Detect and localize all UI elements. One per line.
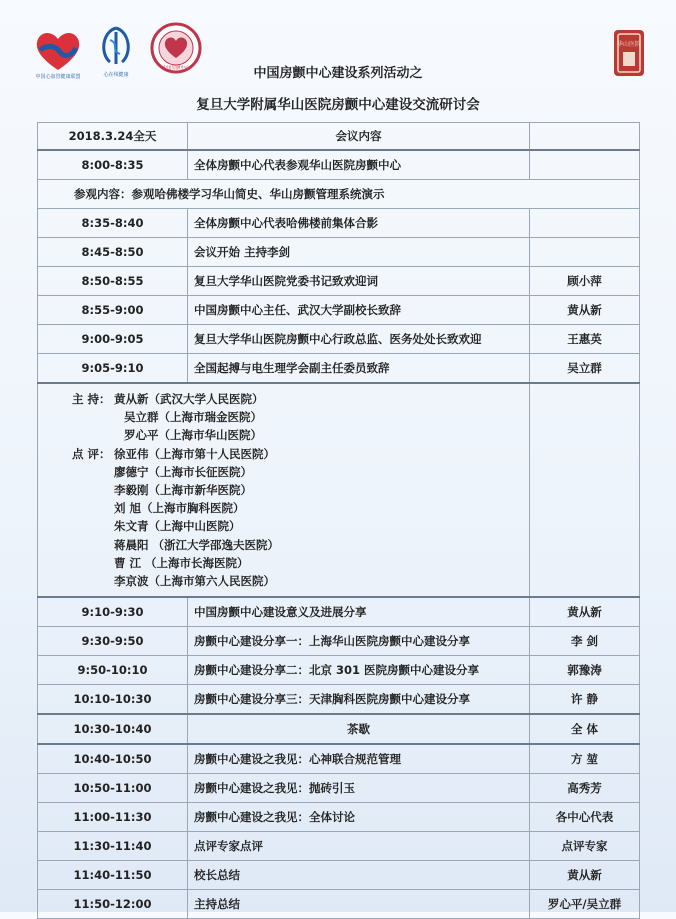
row-speaker: 各中心代表 <box>530 803 640 832</box>
row-time: 8:00-8:35 <box>38 150 188 180</box>
row-speaker: 全 体 <box>530 714 640 744</box>
row-time: 9:00-9:05 <box>38 325 188 354</box>
row-speaker: 李 剑 <box>530 627 640 656</box>
row-speaker: 点评专家 <box>530 832 640 861</box>
table-row <box>38 296 640 325</box>
table-row <box>38 209 640 238</box>
row-time: 8:45-8:50 <box>38 238 188 267</box>
reviewer-name: 徐亚伟（上海市第十人民医院） <box>114 446 275 461</box>
row-speaker: 方 堃 <box>530 744 640 774</box>
table-row <box>38 890 640 919</box>
row-content: 复旦大学华山医院房颤中心行政总监、医务处处长致欢迎 <box>188 325 530 354</box>
table-row <box>38 803 640 832</box>
table-row <box>38 627 640 656</box>
row-speaker <box>530 150 640 180</box>
row-content: 点评专家点评 <box>188 832 530 861</box>
reviewer-name: 廖德宁（上海市长征医院） <box>114 464 252 479</box>
row-time: 10:50-11:00 <box>38 774 188 803</box>
visit-note: 参观内容：参观哈佛楼学习华山简史、华山房颤管理系统演示 <box>38 180 640 209</box>
table-row <box>38 744 640 774</box>
row-time: 9:30-9:50 <box>38 627 188 656</box>
row-time: 10:10-10:30 <box>38 685 188 715</box>
row-time: 8:50-8:55 <box>38 267 188 296</box>
row-time: 11:00-11:30 <box>38 803 188 832</box>
table-row <box>38 832 640 861</box>
row-time: 9:50-10:10 <box>38 656 188 685</box>
row-content: 全体房颤中心代表哈佛楼前集体合影 <box>188 209 530 238</box>
row-speaker: 郭豫涛 <box>530 656 640 685</box>
row-time: 11:50-12:00 <box>38 890 188 919</box>
row-content: 全体房颤中心代表参观华山医院房颤中心 <box>188 150 530 180</box>
table-header-row <box>38 123 640 151</box>
row-speaker: 黄从新 <box>530 597 640 627</box>
table-row <box>38 656 640 685</box>
row-content: 主持总结 <box>188 890 530 919</box>
row-content: 茶歇 <box>188 714 530 744</box>
row-speaker: 吴立群 <box>530 354 640 384</box>
header-speaker <box>530 123 640 151</box>
tea-break-row <box>38 714 640 744</box>
table-row <box>38 685 640 715</box>
row-speaker: 高秀芳 <box>530 774 640 803</box>
logo2-caption: 心在线健康 <box>103 72 129 78</box>
logo4-caption: 华山医院 <box>616 41 642 48</box>
row-content: 中国房颤中心建设意义及进展分享 <box>188 597 530 627</box>
page-title-line2: 复旦大学附属华山医院房颤中心建设交流研讨会 <box>196 97 480 113</box>
reviewer-name: 刘 旭（上海市胸科医院） <box>114 501 245 516</box>
logo3-caption: 中国房颤中心 <box>162 66 190 71</box>
table-row <box>38 238 640 267</box>
row-speaker <box>530 238 640 267</box>
page-title-line1: 中国房颤中心建设系列活动之 <box>253 66 423 81</box>
schedule-table <box>37 122 640 919</box>
row-time: 11:40-11:50 <box>38 861 188 890</box>
table-row <box>38 774 640 803</box>
reviewer-name: 曹 江 （上海市长海医院） <box>114 555 249 570</box>
row-speaker: 黄从新 <box>530 861 640 890</box>
table-row <box>38 325 640 354</box>
table-row <box>38 861 640 890</box>
row-content: 会议开始 主持李剑 <box>188 238 530 267</box>
host-name: 吴立群（上海市瑞金医院） <box>124 410 262 425</box>
row-time: 9:05-9:10 <box>38 354 188 384</box>
reviewer-name: 李京波（上海市第六人民医院） <box>114 574 275 589</box>
review-label: 点 评： <box>72 446 111 461</box>
row-content: 中国房颤中心主任、武汉大学副校长致辞 <box>188 296 530 325</box>
row-speaker: 罗心平/吴立群 <box>530 890 640 919</box>
row-time: 9:10-9:30 <box>38 597 188 627</box>
row-content: 房颤中心建设之我见：全体讨论 <box>188 803 530 832</box>
row-time: 10:30-10:40 <box>38 714 188 744</box>
row-content: 房颤中心建设之我见：心神联合规范管理 <box>188 744 530 774</box>
host-name: 罗心平（上海市华山医院） <box>124 428 262 443</box>
reviewer-name: 李毅刚（上海市新华医院） <box>114 483 252 498</box>
row-content: 全国起搏与电生理学会副主任委员致辞 <box>188 354 530 384</box>
logo1-caption: 中国心血管健康联盟 <box>35 74 81 80</box>
row-speaker <box>530 209 640 238</box>
row-time: 11:30-11:40 <box>38 832 188 861</box>
header-date: 2018.3.24全天 <box>38 123 188 151</box>
reviewer-name: 朱文青（上海中山医院） <box>114 519 241 534</box>
reviewer-name: 蒋晨阳 （浙江大学邵逸夫医院） <box>114 537 280 552</box>
row-content: 房颤中心建设之我见：抛砖引玉 <box>188 774 530 803</box>
moderators-block <box>38 383 530 597</box>
row-speaker: 王惠英 <box>530 325 640 354</box>
host-name: 黄从新（武汉大学人民医院） <box>114 392 264 406</box>
table-row <box>38 354 640 384</box>
host-label: 主 持： <box>72 392 111 406</box>
header-content: 会议内容 <box>188 123 530 151</box>
table-row <box>38 150 640 180</box>
moderators-row <box>38 383 640 597</box>
row-time: 10:40-10:50 <box>38 744 188 774</box>
row-time: 8:35-8:40 <box>38 209 188 238</box>
table-row <box>38 597 640 627</box>
row-speaker: 顾小萍 <box>530 267 640 296</box>
row-speaker: 许 静 <box>530 685 640 715</box>
table-row <box>38 267 640 296</box>
visit-note-row <box>38 180 640 209</box>
row-time: 8:55-9:00 <box>38 296 188 325</box>
row-content: 校长总结 <box>188 861 530 890</box>
row-content: 房颤中心建设分享三：天津胸科医院房颤中心建设分享 <box>188 685 530 715</box>
row-content: 房颤中心建设分享二：北京 301 医院房颤中心建设分享 <box>188 656 530 685</box>
moderators-empty-cell <box>530 383 640 597</box>
row-content: 复旦大学华山医院党委书记致欢迎词 <box>188 267 530 296</box>
row-speaker: 黄从新 <box>530 296 640 325</box>
row-content: 房颤中心建设分享一：上海华山医院房颤中心建设分享 <box>188 627 530 656</box>
